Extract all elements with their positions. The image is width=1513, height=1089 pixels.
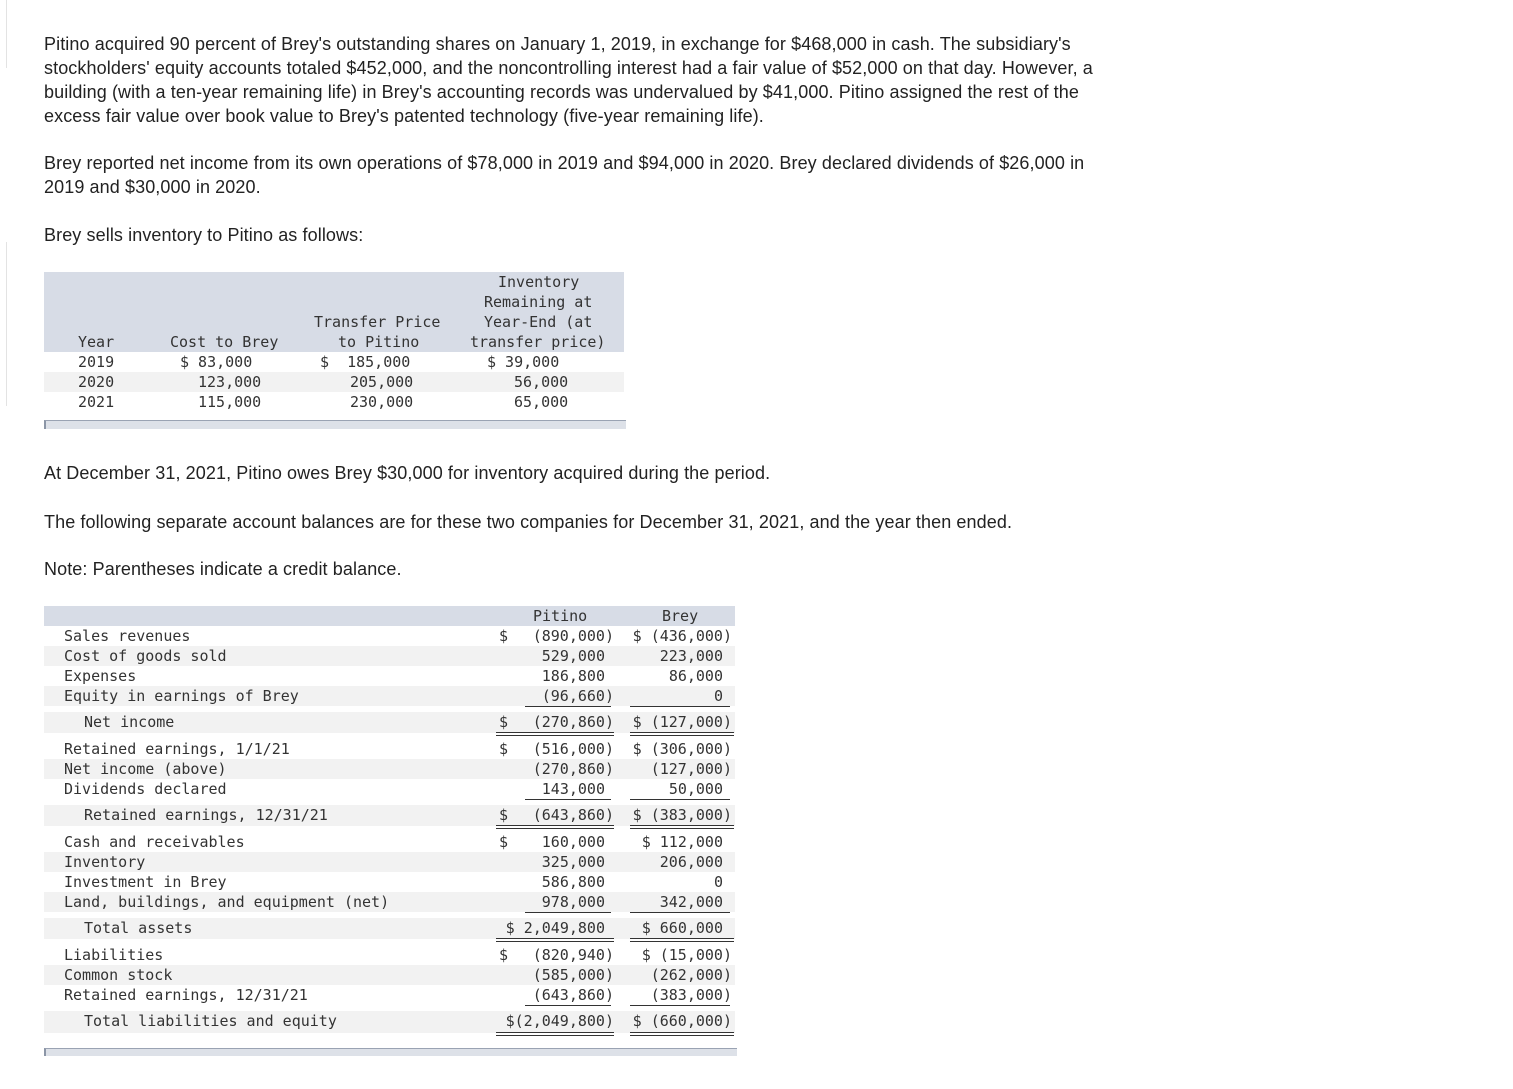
- subtotal-underline: [525, 912, 611, 913]
- pitino-value: (890,000): [532, 627, 614, 645]
- cell-transfer: $ 185,000: [320, 353, 411, 371]
- header-year: Year: [78, 333, 115, 351]
- income-paragraph: [44, 151, 1284, 199]
- cell-remaining: 65,000: [514, 393, 569, 411]
- total-double-underline: [496, 1032, 614, 1036]
- subtotal-underline: [630, 706, 730, 707]
- payable-text: At December 31, 2021, Pitino owes Brey $30,000 for inventory acquired during the period.: [44, 463, 771, 483]
- pitino-value: (270,860): [532, 760, 614, 778]
- pitino-value: 529,000: [541, 647, 605, 665]
- text-line: building (with a ten-year remaining life) in Brey's accounting records was undervalued by $41,000. Pitino assigned the rest of the: [44, 82, 1080, 102]
- header-inventory-remaining: Remaining at: [484, 293, 593, 311]
- total-double-underline: [630, 938, 734, 942]
- header-brey: Brey: [662, 607, 699, 625]
- table-row: [44, 805, 735, 826]
- header-pitino: Pitino: [533, 607, 588, 625]
- table-row: [44, 626, 735, 646]
- account-label: Equity in earnings of Brey: [64, 687, 299, 705]
- table-row: [44, 852, 735, 872]
- account-balances-table: [44, 606, 735, 1056]
- table-row: [44, 892, 735, 912]
- account-label: Retained earnings, 12/31/21: [84, 806, 328, 824]
- account-label: Total assets: [84, 919, 193, 937]
- account-label: Net income (above): [64, 760, 227, 778]
- text-line: Pitino acquired 90 percent of Brey's outstanding shares on January 1, 2019, in exchange for $468,000 in cash. The subsidiary's: [44, 34, 1071, 54]
- pitino-value: (96,660): [541, 687, 614, 705]
- table-row: [44, 712, 735, 733]
- cell-year: 2021: [78, 393, 115, 411]
- page-edge-mark: [0, 0, 7, 68]
- text-line: stockholders' equity accounts totaled $452,000, and the noncontrolling interest had a fair value of $52,000 on that day. However, a: [44, 58, 1093, 78]
- page-edge-mark: [0, 242, 7, 406]
- balances-intro-text: The following separate account balances are for these two companies for December 31, 2021, and the year then ended.: [44, 512, 1013, 532]
- brey-value: $ (660,000): [632, 1012, 732, 1030]
- total-double-underline: [496, 938, 614, 942]
- brey-value: (262,000): [650, 966, 732, 984]
- pitino-value: $(2,049,800): [505, 1012, 614, 1030]
- pitino-dollar-sign: $: [499, 627, 509, 645]
- pitino-dollar-sign: $: [499, 806, 509, 824]
- inventory-intro-text: Brey sells inventory to Pitino as follows:: [44, 225, 364, 245]
- brey-value: (383,000): [650, 986, 732, 1004]
- subtotal-underline: [525, 706, 611, 707]
- pitino-value: 186,800: [541, 667, 605, 685]
- text-line: Brey reported net income from its own operations of $78,000 in 2019 and $94,000 in 2020. Brey declared dividends of $26,000 in: [44, 153, 1085, 173]
- table-row: [44, 985, 735, 1005]
- cell-year: 2019: [78, 353, 115, 371]
- pitino-value: (643,860): [532, 986, 614, 1004]
- pitino-value: (585,000): [532, 966, 614, 984]
- subtotal-underline: [525, 799, 611, 800]
- brey-value: 0: [713, 687, 723, 705]
- pitino-value: (516,000): [532, 740, 614, 758]
- brey-value: 86,000: [668, 667, 723, 685]
- header-transfer-price: to Pitino: [338, 333, 420, 351]
- total-double-underline: [630, 732, 734, 736]
- header-inventory-remaining: Year-End (at: [484, 313, 593, 331]
- table-row: [44, 739, 735, 759]
- account-label: Net income: [84, 713, 175, 731]
- subtotal-underline: [630, 912, 730, 913]
- pitino-dollar-sign: $: [499, 946, 509, 964]
- table-row: [44, 759, 735, 779]
- table-row: [44, 872, 735, 892]
- pitino-value: 160,000: [541, 833, 605, 851]
- subtotal-underline: [525, 1005, 611, 1006]
- header-cost-to-brey: Cost to Brey: [170, 333, 279, 351]
- table-row: [44, 779, 735, 799]
- brey-value: 0: [713, 873, 723, 891]
- brey-value: $ (436,000): [632, 627, 732, 645]
- account-label: Cost of goods sold: [64, 647, 227, 665]
- subtotal-underline: [630, 1005, 730, 1006]
- brey-value: 342,000: [659, 893, 723, 911]
- table-row: [44, 832, 735, 852]
- pitino-value: (270,860): [532, 713, 614, 731]
- account-label: Cash and receivables: [64, 833, 245, 851]
- table-bottom-bar: [44, 1048, 737, 1056]
- total-double-underline: [496, 825, 614, 829]
- inventory-transfer-table: [44, 272, 624, 430]
- cell-transfer: 205,000: [350, 373, 414, 391]
- text-line: 2019 and $30,000 in 2020.: [44, 177, 261, 197]
- cell-cost: 123,000: [198, 373, 262, 391]
- total-double-underline: [630, 1032, 734, 1036]
- pitino-value: $ 2,049,800: [505, 919, 605, 937]
- brey-value: $ 112,000: [641, 833, 723, 851]
- pitino-value: 325,000: [541, 853, 605, 871]
- brey-value: 223,000: [659, 647, 723, 665]
- account-label: Liabilities: [64, 946, 164, 964]
- pitino-value: (820,940): [532, 946, 614, 964]
- header-inventory-remaining: transfer price): [470, 333, 606, 351]
- table-row: [44, 918, 735, 939]
- subtotal-underline: [630, 799, 730, 800]
- cell-remaining: 56,000: [514, 373, 569, 391]
- pitino-dollar-sign: $: [499, 740, 509, 758]
- cell-cost: $ 83,000: [180, 353, 253, 371]
- pitino-dollar-sign: $: [499, 713, 509, 731]
- cell-remaining: $ 39,000: [487, 353, 560, 371]
- total-double-underline: [630, 825, 734, 829]
- table-bottom-bar: [44, 420, 626, 429]
- account-label: Total liabilities and equity: [84, 1012, 337, 1030]
- cell-year: 2020: [78, 373, 115, 391]
- account-label: Sales revenues: [64, 627, 191, 645]
- pitino-value: 143,000: [541, 780, 605, 798]
- pitino-value: 978,000: [541, 893, 605, 911]
- table-row: [44, 686, 735, 706]
- brey-value: $ (127,000): [632, 713, 732, 731]
- account-label: Investment in Brey: [64, 873, 227, 891]
- account-label: Common stock: [64, 966, 173, 984]
- account-label: Expenses: [64, 667, 137, 685]
- pitino-value: 586,800: [541, 873, 605, 891]
- pitino-value: (643,860): [532, 806, 614, 824]
- table-row: [44, 1011, 735, 1033]
- account-label: Inventory: [64, 853, 146, 871]
- brey-value: $ (15,000): [641, 946, 732, 964]
- problem-intro-paragraph: [44, 32, 1284, 128]
- table-row: [44, 945, 735, 965]
- brey-value: 206,000: [659, 853, 723, 871]
- brey-value: $ 660,000: [641, 919, 723, 937]
- pitino-dollar-sign: $: [499, 833, 509, 851]
- account-label: Retained earnings, 1/1/21: [64, 740, 290, 758]
- brey-value: $ (306,000): [632, 740, 732, 758]
- table-row: [44, 646, 735, 666]
- table-row: [44, 965, 735, 985]
- account-label: Land, buildings, and equipment (net): [64, 893, 390, 911]
- brey-value: $ (383,000): [632, 806, 732, 824]
- cell-transfer: 230,000: [350, 393, 414, 411]
- brey-value: (127,000): [650, 760, 732, 778]
- table-row: [44, 666, 735, 686]
- header-transfer-price: Transfer Price: [314, 313, 441, 331]
- account-label: Dividends declared: [64, 780, 227, 798]
- cell-cost: 115,000: [198, 393, 262, 411]
- table-header-bg: [44, 606, 735, 626]
- note-text: Note: Parentheses indicate a credit balance.: [44, 559, 402, 579]
- account-label: Retained earnings, 12/31/21: [64, 986, 308, 1004]
- header-inventory-remaining: Inventory: [498, 273, 580, 291]
- brey-value: 50,000: [668, 780, 723, 798]
- total-double-underline: [496, 732, 614, 736]
- text-line: excess fair value over book value to Brey's patented technology (five-year remaining life).: [44, 106, 764, 126]
